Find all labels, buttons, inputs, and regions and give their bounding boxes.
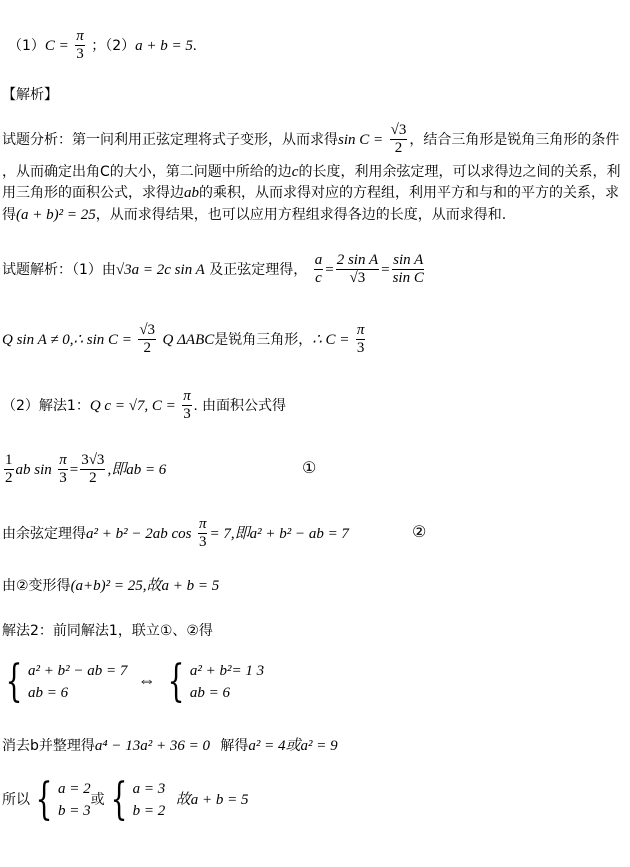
method1-3sqrt3-over-2: $\frac{3√3}{2}$ bbox=[81, 452, 105, 487]
answer-part1-label: （1） bbox=[8, 37, 45, 54]
answer-dot: . bbox=[192, 37, 197, 54]
left-brace-icon: { bbox=[5, 656, 23, 707]
solution-sina-over-sinc: $\frac{\text{sin A}}{\text{sin C}}$ bbox=[392, 252, 424, 287]
analysis-line-4: 得(a + b)² = 25，从而求得结果，也可以应用方程组求得各边的长度，从而求得和. bbox=[2, 207, 507, 223]
result-system-2: a = 3 b = 2 bbox=[132, 781, 166, 819]
analysis-line-2: ，从而确定出角C的大小，第二问题中所给的边c的长度，利用余弦定理，可以求得边之间的关系，利 bbox=[2, 164, 621, 180]
method1-pi-over-3: $\frac{\pi}{3}$ bbox=[183, 388, 191, 423]
method1-cos-pi-over-3: $\frac{\pi}{3}$ bbox=[198, 516, 207, 551]
solution-line-1: 试题解析：（1）由√3a = 2c sin A 及正弦定理得， $\frac{a}{c}$ = $\frac{\text{2 sin A}}{√3}$ = $\frac{\text{sin A}}{\text{sin C}}$ bbox=[2, 252, 424, 287]
method1-deform-line: 由②变形得(a+b)² = 25,故a + b = 5 bbox=[2, 578, 220, 594]
analysis-sinc: sin C = bbox=[338, 131, 384, 148]
analysis-line-3: 用三角形的面积公式，求得边ab的乘积，从而求得对应的方程组，利用平方和与和的平方的关系，求 bbox=[2, 185, 619, 201]
solution-sqrt3-over-2: $\frac{√3}{2}$ bbox=[139, 322, 156, 357]
left-brace-icon: { bbox=[167, 656, 185, 707]
method2-system-line bbox=[0, 656, 265, 707]
answer-pi-over-3: $\frac{\pi}{3}$ bbox=[76, 28, 84, 63]
solution-pi-over-3: $\frac{\pi}{3}$ bbox=[356, 322, 365, 357]
method2-eliminate-line: 消去b并整理得a⁴ − 13a² + 36 = 0 解得a² = 4或a² = 9 bbox=[2, 738, 338, 754]
jiexi-heading: 【解析】 bbox=[2, 87, 58, 103]
system-1: a² + b² − ab = 7 ab = 6 bbox=[28, 663, 128, 701]
equation-marker-1: ① bbox=[302, 460, 317, 477]
equation-marker-2: ② bbox=[412, 524, 427, 541]
method1-area-line: $\frac{1}{2}$ ab sin $\frac{\pi}{3}$ = $\frac{3√3}{2}$ ,即ab = 6 bbox=[5, 452, 167, 487]
analysis-line-1: 试题分析：第一问利用正弦定理将式子变形，从而求得sin C = $\frac{√3}{2}$ ，结合三角形是锐角三角形的条件 bbox=[2, 122, 620, 157]
solution-a-over-c: $\frac{a}{c}$ bbox=[314, 252, 323, 287]
method1-cos-line: 由余弦定理得a² + b² − 2ab cos $\frac{\pi}{3}$ = 7,即a² + b² − ab = 7 bbox=[2, 516, 349, 551]
answer-sum: a + b = 5 bbox=[135, 37, 193, 54]
solution-line-2: Q sin A ≠ 0,∴ sin C = $\frac{√3}{2}$ Q ΔABC是锐角三角形，∴ C = $\frac{\pi}{3}$ bbox=[2, 322, 365, 357]
solution-given-eq: √3a = 2c sin A bbox=[115, 261, 205, 278]
method2-result-line: 所以 { a = 2 b = 3 或 { a = 3 b = 2 故a + b = 5 bbox=[2, 774, 249, 825]
left-brace-icon: { bbox=[110, 774, 128, 825]
system-2: a² + b²= 1 3 ab = 6 bbox=[189, 663, 265, 701]
answer-c-eq: C = bbox=[44, 37, 69, 54]
answer-line bbox=[8, 28, 197, 64]
answer-separator: ；（2） bbox=[91, 37, 136, 54]
iff-symbol: ⇔ bbox=[137, 670, 156, 690]
left-brace-icon: { bbox=[35, 774, 53, 825]
method1-half: $\frac{1}{2}$ bbox=[5, 452, 13, 487]
solution-2sina-over-sqrt3: $\frac{\text{2 sin A}}{√3}$ bbox=[336, 252, 379, 287]
result-system-1: a = 2 b = 3 bbox=[58, 781, 91, 819]
method1-line-1: （2）解法1：Q c = √7, C = $\frac{\pi}{3}$ . 由面积公式得 bbox=[2, 388, 286, 423]
method1-area-pi-over-3: $\frac{\pi}{3}$ bbox=[59, 452, 67, 487]
method2-heading: 解法2：前同解法1，联立①、②得 bbox=[2, 623, 213, 639]
analysis-sqrt3-over-2: $\frac{√3}{2}$ bbox=[390, 122, 407, 157]
